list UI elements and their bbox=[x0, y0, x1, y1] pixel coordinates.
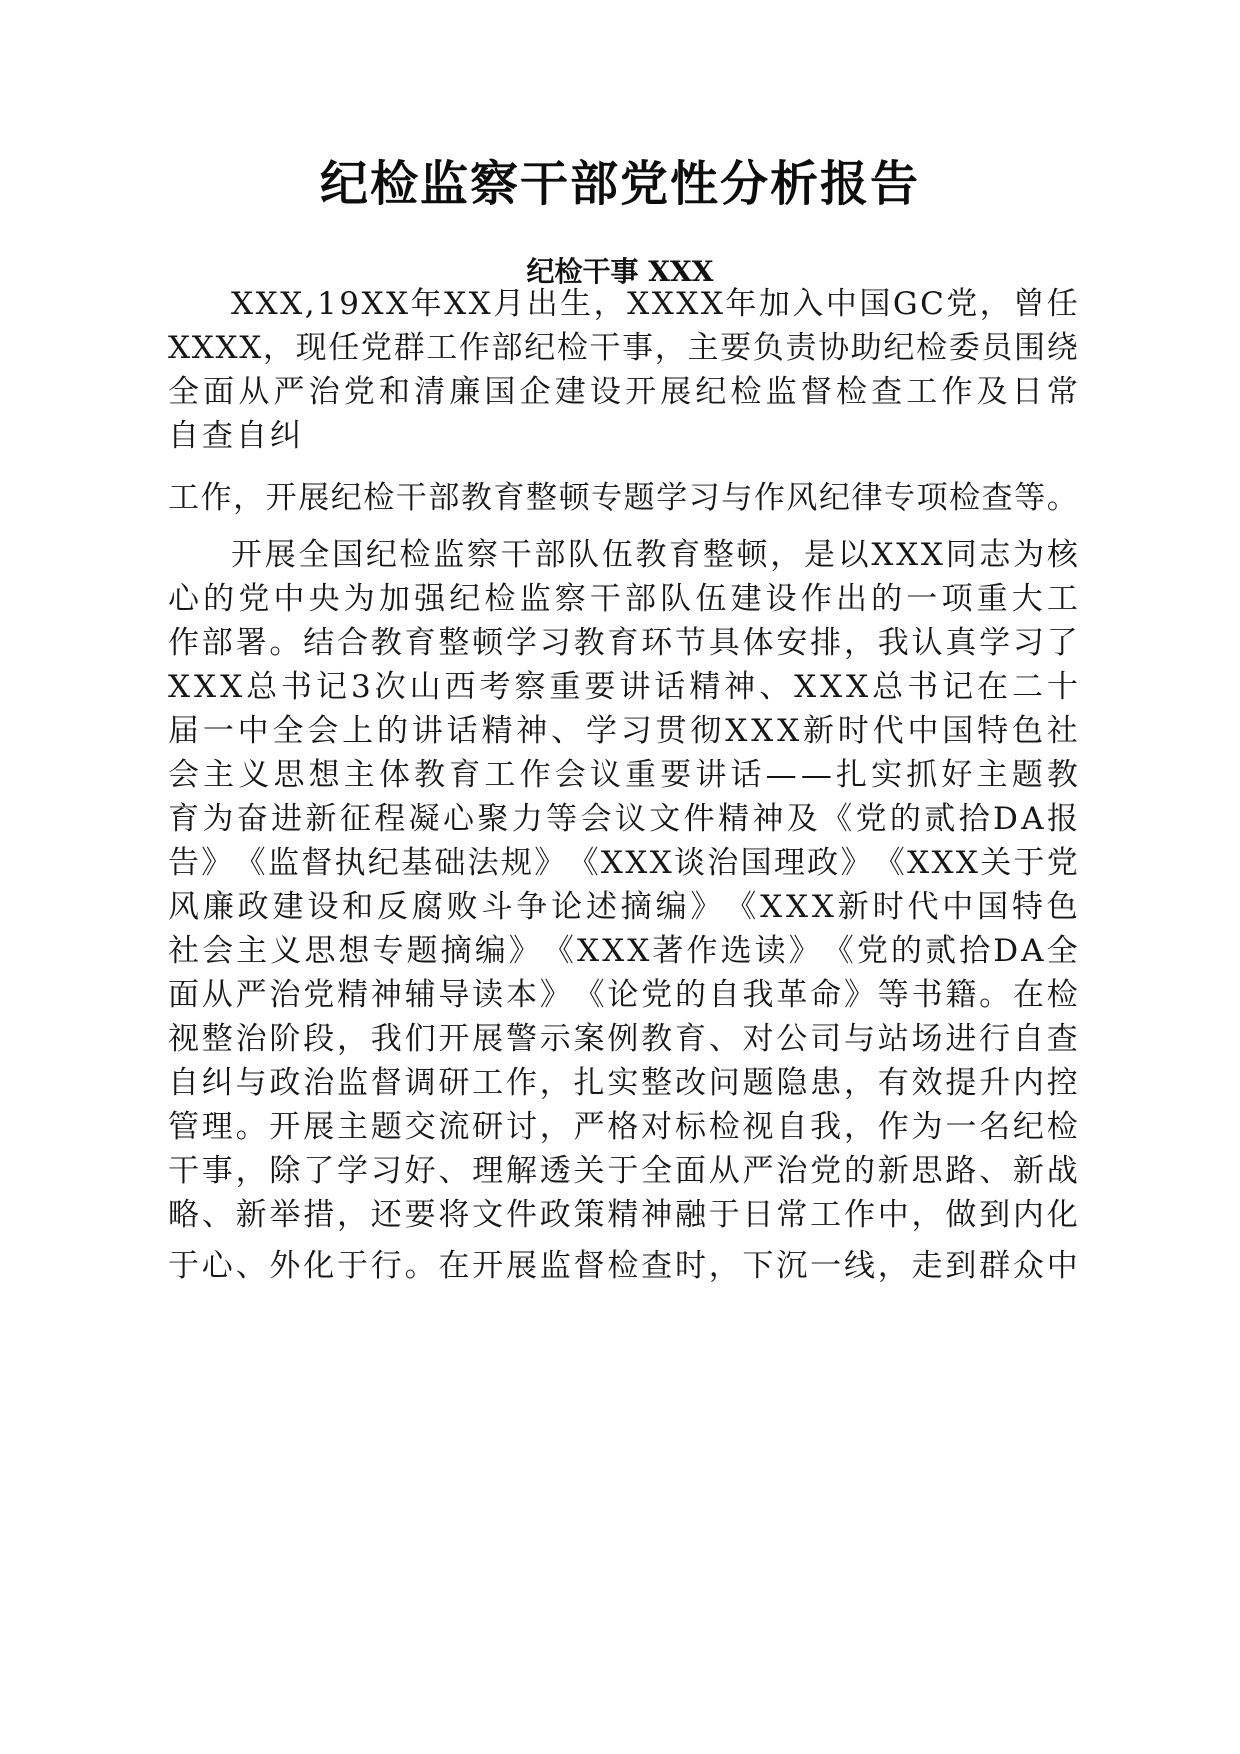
body-line: 视 整 治 阶 段 ， 我 们 开 展 警 示 案 例 教 育 、 对 公 司 与 站 场 进 行 自 查 bbox=[168, 1021, 1078, 1057]
body-line: 育 为 奋 进 新 征 程 凝 心 聚 力 等 会 议 文 件 精 神 及 《 党 的 贰 拾 D A 报 bbox=[168, 801, 1078, 837]
body-line: X X X 总 书 记 3 次 山 西 考 察 重 要 讲 话 精 神 、 X X X 总 书 记 在 二 十 bbox=[168, 669, 1078, 705]
body-line: 心 的 党 中 央 为 加 强 纪 检 监 察 干 部 队 伍 建 设 作 出 的 一 项 重 大 工 bbox=[168, 581, 1078, 617]
body-line: 开 展 全 国 纪 检 监 察 干 部 队 伍 教 育 整 顿 ， 是 以 X X X 同 志 为 核 bbox=[231, 537, 1078, 573]
body-line: 社 会 主 义 思 想 专 题 摘 编 》 《 X X X 著 作 选 读 》 《 党 的 贰 拾 D A 全 bbox=[168, 933, 1078, 969]
body-line: X X X , 1 9 X X 年 X X 月 出 生 ， X X X X 年 加 入 中 国 G C 党 ， 曾 任 bbox=[231, 286, 1078, 322]
body-line: 届 一 中 全 会 上 的 讲 话 精 神 、 学 习 贯 彻 X X X 新 时 代 中 国 特 色 社 bbox=[168, 713, 1078, 749]
document-title: 纪检监察干部党性分析报告 bbox=[319, 156, 920, 212]
body-line: 自查自纠 bbox=[168, 418, 304, 454]
body-line: 作 部 署 。 结 合 教 育 整 顿 学 习 教 育 环 节 具 体 安 排 ， 我 认 真 学 习 了 bbox=[168, 625, 1078, 661]
body-line: 略 、 新 举 措 ， 还 要 将 文 件 政 策 精 神 融 于 日 常 工 作 中 ， 做 到 内 化 bbox=[168, 1197, 1078, 1233]
body-line: 自 纠 与 政 治 监 督 调 研 工 作 ， 扎 实 整 改 问 题 隐 患 ， 有 效 提 升 内 控 bbox=[168, 1065, 1078, 1101]
body-line: 告 》 《 监 督 执 纪 基 础 法 规 》 《 X X X 谈 治 国 理 政 》 《 X X X 关 于 党 bbox=[168, 845, 1078, 881]
body-line: 于 心 、 外 化 于 行 。 在 开 展 监 督 检 查 时 ， 下 沉 一 线 ， 走 到 群 众 中 bbox=[168, 1248, 1078, 1284]
body-line: 全 面 从 严 治 党 和 清 廉 国 企 建 设 开 展 纪 检 监 督 检 查 工 作 及 日 常 bbox=[168, 374, 1078, 410]
body-line: 干 事 ， 除 了 学 习 好 、 理 解 透 关 于 全 面 从 严 治 党 的 新 思 路 、 新 战 bbox=[168, 1153, 1078, 1189]
body-line: 面 从 严 治 党 精 神 辅 导 读 本 》 《 论 党 的 自 我 革 命 》 等 书 籍 。 在 检 bbox=[168, 977, 1078, 1013]
body-line: X X X X ， 现 任 党 群 工 作 部 纪 检 干 事 ， 主 要 负 责 协 助 纪 检 委 员 围 绕 bbox=[168, 330, 1078, 366]
body-line: 管 理 。 开 展 主 题 交 流 研 讨 ， 严 格 对 标 检 视 自 我 ， 作 为 一 名 纪 检 bbox=[168, 1109, 1078, 1145]
body-line: 工 作 ， 开 展 纪 检 干 部 教 育 整 顿 专 题 学 习 与 作 风 纪 律 专 项 检 查 等 。 bbox=[168, 480, 1078, 516]
body-line: 会 主 义 思 想 主 体 教 育 工 作 会 议 重 要 讲 话 — — 扎 实 抓 好 主 题 教 bbox=[168, 757, 1078, 793]
author-byline: 纪检干事 XXX bbox=[526, 255, 714, 288]
body-line: 风 廉 政 建 设 和 反 腐 败 斗 争 论 述 摘 编 》 《 X X X 新 时 代 中 国 特 色 bbox=[168, 889, 1078, 925]
